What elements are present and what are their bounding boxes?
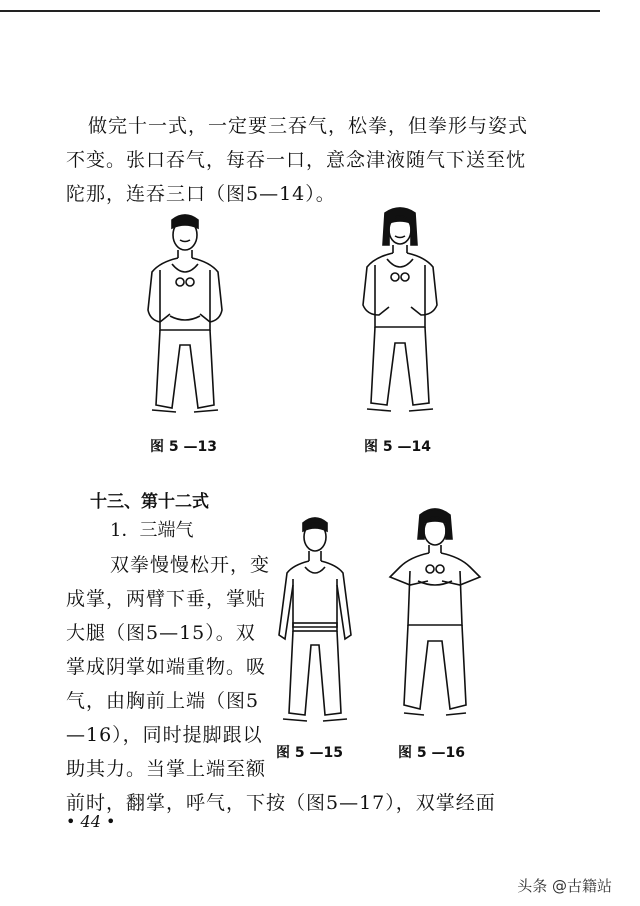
paragraph-2-line-5: 气，由胸前上端（图5 xyxy=(66,690,260,712)
figure-5-15-illustration xyxy=(265,515,365,735)
figure-5-14-illustration xyxy=(345,205,455,430)
paragraph-2-line-2: 成掌，两臂下垂，掌贴 xyxy=(66,588,267,610)
paragraph-2-line-1: 双拳慢慢松开，变 xyxy=(110,554,271,576)
paragraph-1-line-1: 做完十一式，一定要三吞气，松拳，但拳形与姿式 xyxy=(88,115,529,137)
paragraph-2-line-8: 前时，翻掌，呼气，下按（图5—17），双掌经面 xyxy=(66,792,496,814)
paragraph-1-line-3: 陀那，连吞三口（图5—14）。 xyxy=(66,183,336,205)
figure-5-14-caption: 图 5 —14 xyxy=(364,439,431,455)
paragraph-2-line-6: —16），同时提脚跟以 xyxy=(66,724,263,746)
paragraph-2-line-3: 大腿（图5—15）。双 xyxy=(66,622,256,644)
section-subheading: 1．三端气 xyxy=(110,520,194,541)
figure-5-16-illustration xyxy=(380,505,490,735)
figure-5-13-caption: 图 5 —13 xyxy=(150,439,217,455)
figure-5-15-caption: 图 5 —15 xyxy=(276,745,343,761)
paragraph-1-line-2: 不变。张口吞气，每吞一口，意念津液随气下送至忱 xyxy=(66,149,527,171)
paragraph-2-line-7: 助其力。当掌上端至额 xyxy=(66,758,267,780)
watermark: 头条 @古籍站 xyxy=(517,877,612,895)
figure-5-13-illustration xyxy=(130,210,240,430)
paragraph-2-line-4: 掌成阴掌如端重物。吸 xyxy=(66,656,267,678)
top-rule xyxy=(0,10,600,12)
section-heading: 十三、第十二式 xyxy=(90,492,209,512)
page-number: • 44 • xyxy=(66,812,116,831)
figure-5-16-caption: 图 5 —16 xyxy=(398,745,465,761)
